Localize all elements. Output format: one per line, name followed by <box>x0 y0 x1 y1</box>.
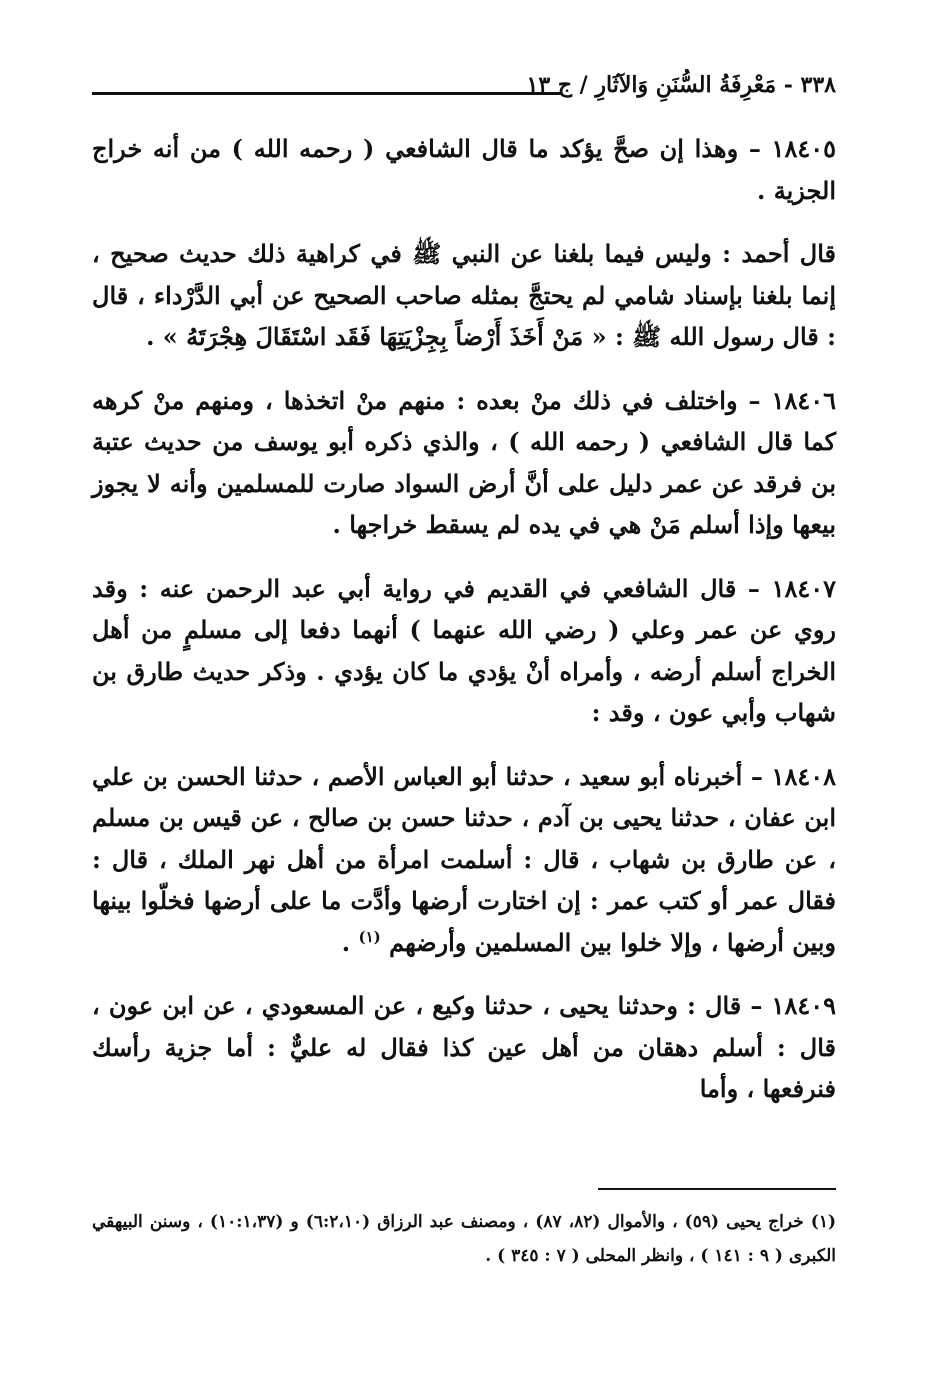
paragraph-ahmad: قال أحمد : وليس فيما بلغنا عن النبي ﷺ في كراهية ذلك حديث صحيح ، إنما بلغنا بإسناد شامي لم يحتجَّ بمثله صاحب الصحيح عن أبي الدَّرْداء ، قال : قال رسول الله ﷺ : « مَنْ أَخَذَ أَرْضاً بِجِزْيَتِهَا فَقَد اسْتَقَالَ هِجْرَتَهُ » . <box>92 239 837 351</box>
paragraph-end: . <box>341 927 359 957</box>
footnote-separator <box>598 1188 836 1190</box>
paragraph-text: ١٨٤٠٨ – أخبرناه أبو سعيد ، حدثنا أبو العباس الأصم ، حدثنا الحسن بن علي ابن عفان ، حدثنا يحيى بن آدم ، حدثنا حسن بن صالح ، عن قيس بن مسلم ، عن طارق بن شهاب ، قال : أسلمت امرأة من أهل نهر الملك ، قال : فقال عمر أو كتب عمر : إن اختارت أرضها وأدَّت ما على أرضها فخلّوا بينها وبين أرضها ، وإلا خلوا بين المسلمين وأرضهم <box>92 761 836 957</box>
running-title: ٣٣٨ - مَعْرِفَةُ السُّنَنِ وَالآثَارِ / ج ١٣ <box>526 72 836 98</box>
footnote-marker[interactable]: (١) <box>358 927 381 946</box>
main-text <box>92 128 836 1132</box>
footnotes <box>92 1205 836 1273</box>
paragraph-18409: ١٨٤٠٩ – قال : وحدثنا يحيى ، حدثنا وكيع ، عن المسعودي ، عن ابن عون ، قال : أسلم دهقان من أهل عين كذا فقال له عليٌّ : أما جزية رأسك فنرفعها ، وأما <box>92 991 836 1103</box>
page-header <box>92 70 836 110</box>
paragraph-18408 <box>92 756 836 964</box>
paragraph-18406: ١٨٤٠٦ – واختلف في ذلك منْ بعده : منهم منْ اتخذها ، ومنهم منْ كرهه كما قال الشافعي ( رحمه الله ) ، والذي ذكره أبو يوسف من حديث عتبة بن فرقد عن عمر دليل على أنَّ أرض السواد صارت للمسلمين وأنه لا يجوز بيعها وإذا أسلم مَنْ هي في يده لم يسقط خراجها . <box>92 385 836 539</box>
paragraph-18405: ١٨٤٠٥ – وهذا إن صحَّ يؤكد ما قال الشافعي ( رحمه الله ) من أنه خراج الجزية . <box>92 134 836 205</box>
header-rule <box>92 92 562 95</box>
footnote-1: (١) خراج يحيى (٥٩) ، والأموال (٨٢، ٨٧) ، ومصنف عبد الرزاق (٦:٢،١٠) و (١٠:١،٣٧) ، وسنن البيهقي الكبرى ( ٩ : ١٤١ ) ، وانظر المحلى ( ٧ : ٣٤٥ ) . <box>92 1212 837 1266</box>
paragraph-18407: ١٨٤٠٧ – قال الشافعي في القديم في رواية أبي عبد الرحمن عنه : وقد روي عن عمر وعلي ( رضي الله عنهما ) أنهما دفعا إلى مسلمٍ من أهل الخراج أسلم أرضه ، وأمراه أنْ يؤدي ما كان يؤدي . وذكر حديث طارق بن شهاب وأبي عون ، وقد : <box>92 573 837 727</box>
